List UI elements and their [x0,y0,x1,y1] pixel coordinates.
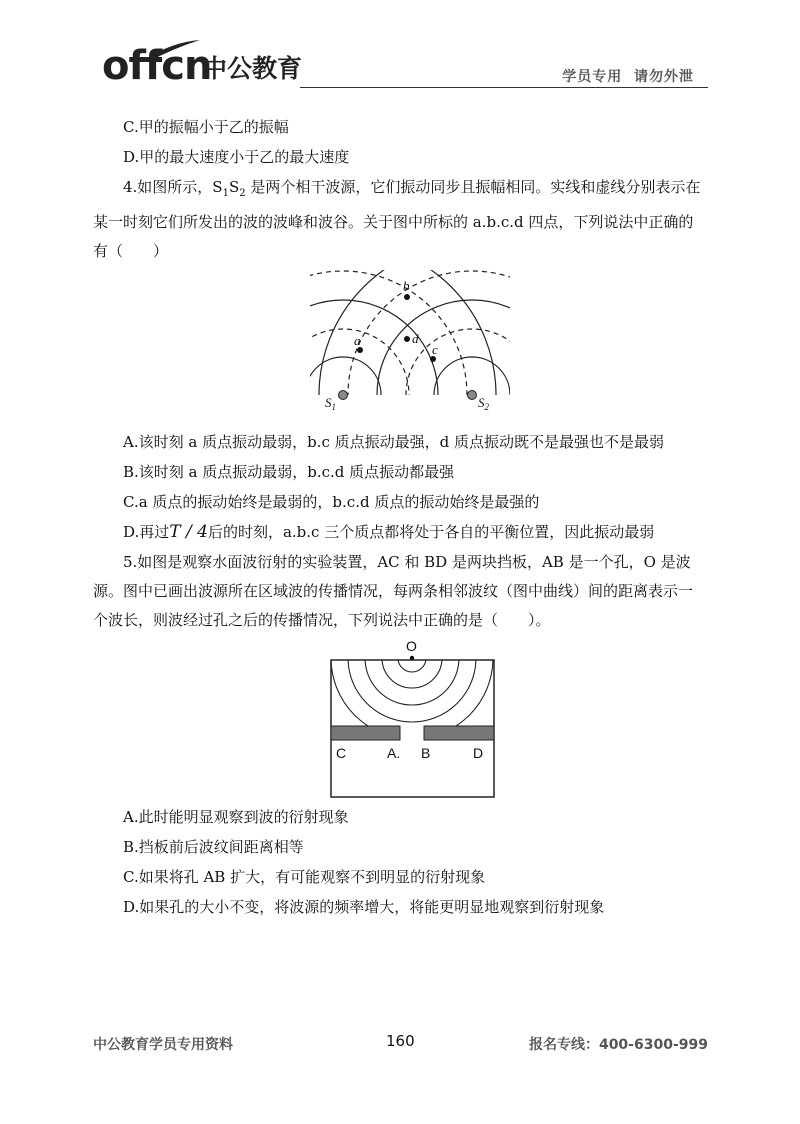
label-d: d [412,331,419,346]
logo-latin: offcn [102,43,212,89]
q5-option-b: B.挡板前后波纹间距离相等 [123,838,304,856]
q4-option-c: C.a 质点的振动始终是最弱的，b.c.d 质点的振动始终是最强的 [123,493,540,511]
q5-option-c: C.如果将孔 AB 扩大，有可能观察不到明显的衍射现象 [123,868,486,886]
q4-sub: 1 [222,188,229,199]
interference-figure [300,270,510,420]
barrier-bd [424,726,494,740]
point-b-dot [404,294,410,300]
q5-option-d: D.如果孔的大小不变，将波源的频率增大，将能更明显地观察到衍射现象 [123,898,605,916]
footer-hotline: 报名专线：400-6300-999 [528,1037,708,1053]
period-expression: T / 4 [169,522,208,542]
page-number: 160 [386,1032,415,1050]
label-d: D [473,745,484,761]
label-o: O [406,638,417,654]
q4-option-d-part: 后的时刻，a.b.c 三个质点都将处于各自的平衡位置，因此振动最弱 [207,523,655,541]
label-c: C [336,745,347,761]
q4-stem-part: 是两个相干波源，它们振动同步且振幅相同。实线和虚线分别表示在某一时刻它们所发出的波的波峰和波谷。关于图中所标的 a.b.c.d 四点，下列说法中正确的有（ ） [93,178,701,260]
label-a: a [354,333,361,348]
q4-stem-part: S [228,178,240,196]
label-a: A. [387,745,401,761]
q4-option-b: B.该时刻 a 质点振动最弱，b.c.d 质点振动都最强 [123,463,455,481]
label-c: c [432,342,438,357]
q4-stem-part: 4.如图所示，S [123,178,223,196]
label-s1: $S_1$ [325,395,336,412]
wave-source-o [410,656,414,660]
footer-brand-note: 中公教育学员专用资料 [93,1037,233,1053]
label-b: B [421,745,431,761]
q4-sub: 2 [239,188,246,199]
q4-option-a: A.该时刻 a 质点振动最弱，b.c 质点振动最强，d 质点振动既不是最强也不是最弱 [123,433,664,451]
diffraction-figure [325,638,500,800]
q5-option-a: A.此时能明显观察到波的衍射现象 [123,808,349,826]
header-notice: 学员专用 请勿外泄 [562,69,694,85]
q5-stem: 5.如图是观察水面波衍射的实验装置，AC 和 BD 是两块挡板，AB 是一个孔，O 是波源。图中已画出波源所在区域波的传播情况，每两条相邻波纹（图中曲线）间的距离表示一个波长，则波经过孔之后的传播情况，下列说法中正确的是（ ）。 [93,553,694,629]
label-s2: $S_2$ [478,395,489,412]
logo-chinese: 中公教育 [202,54,303,83]
source-s1-dot [339,391,348,400]
q3-option-c: C.甲的振幅小于乙的振幅 [123,118,289,136]
source-s2-dot [468,391,477,400]
q4-stem [93,173,707,266]
label-b: b [403,278,410,293]
header-rule [300,87,708,88]
point-d-dot [404,336,410,342]
q4-option-d [93,518,707,547]
q3-option-d: D.甲的最大速度小于乙的最大速度 [123,148,350,166]
q4-option-d-part: D.再过 [123,523,170,541]
barrier-ac [331,726,400,740]
